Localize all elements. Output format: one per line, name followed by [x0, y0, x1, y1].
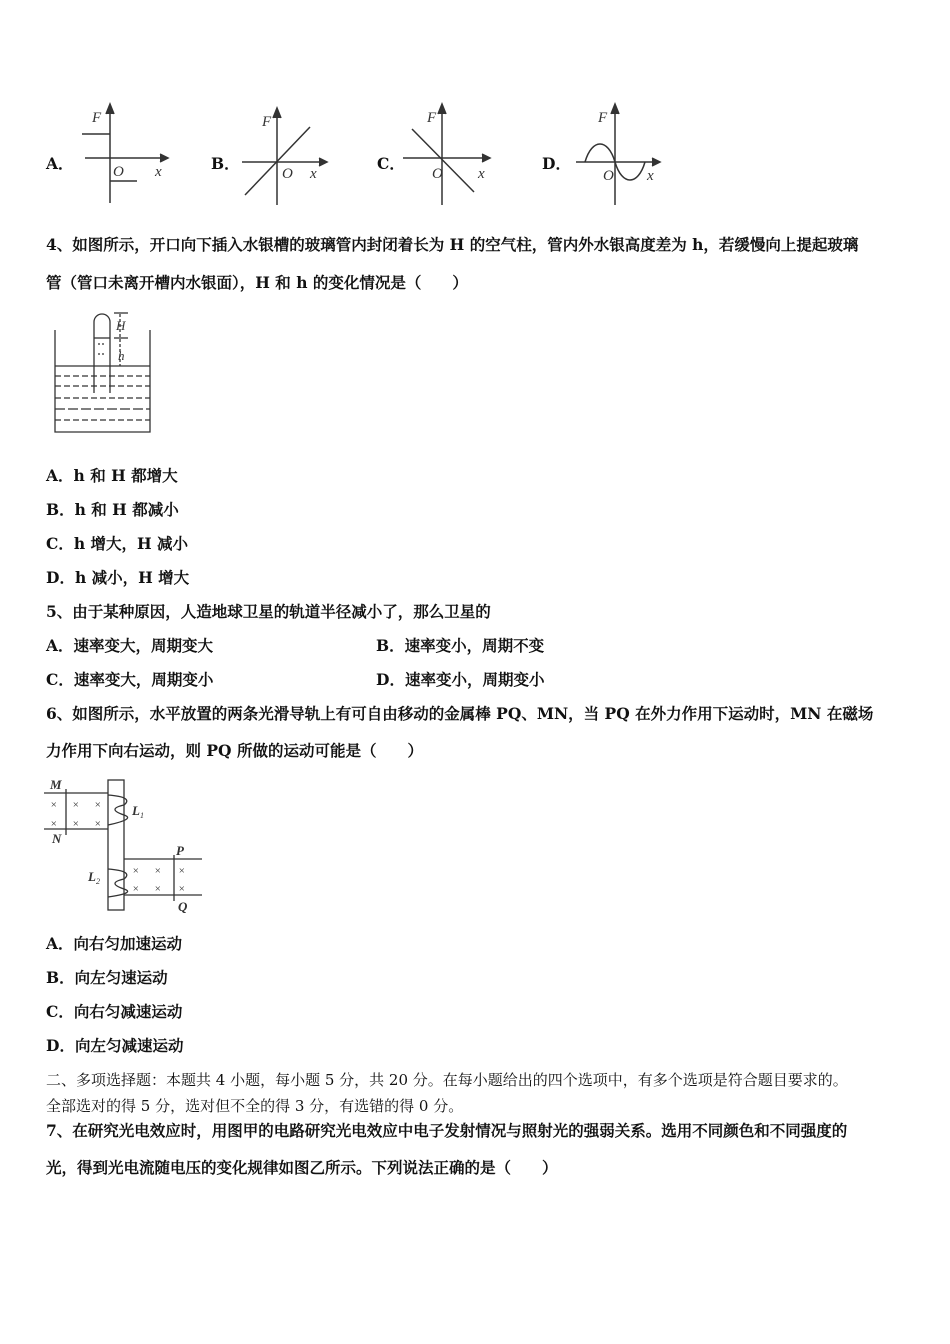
q5-option-b: B．速率变小，周期不变: [376, 636, 545, 655]
label-Q: Q: [178, 899, 188, 914]
label-P: P: [176, 843, 184, 858]
field-cross: ×: [94, 799, 102, 811]
field-cross: ×: [154, 883, 162, 895]
axis-label: F: [92, 110, 102, 126]
q6-option-c: C．向右匀减速运动: [46, 1002, 183, 1021]
field-cross: ×: [132, 883, 140, 895]
graph-b: [202, 100, 332, 205]
field-cross: ×: [178, 883, 186, 895]
field-cross: ×: [50, 818, 58, 830]
graph-d: [570, 100, 670, 205]
rails-coil-diagram: [44, 775, 209, 915]
question-6-stem: 6、如图所示，水平放置的两条光滑导轨上有可自由移动的金属棒 PQ、MN，当 PQ 在外力作用下运动时，MN 在磁场: [46, 704, 874, 723]
question-7-stem-cont: 光，得到光电流随电压的变化规律如图乙所示。下列说法正确的是（ ）: [46, 1158, 558, 1177]
axis-label: x: [647, 168, 654, 184]
label-L2-sub: 2: [96, 877, 100, 886]
label-H: H: [116, 318, 126, 333]
axis-label: x: [155, 164, 162, 180]
question-4-stem-cont: 管（管口未离开槽内水银面），H 和 h 的变化情况是（ ）: [46, 273, 468, 292]
label-M: M: [50, 777, 62, 792]
axis-label: F: [598, 110, 608, 126]
label-N: N: [52, 831, 62, 846]
option-b-label: B．: [211, 154, 240, 173]
q4-option-a: A．h 和 H 都增大: [46, 466, 178, 485]
q6-option-b: B．向左匀速运动: [46, 968, 168, 987]
origin-label: O: [432, 166, 443, 182]
field-cross: ×: [178, 865, 186, 877]
axis-label: x: [478, 166, 485, 182]
question-7-stem: 7、在研究光电效应时，用图甲的电路研究光电效应中电子发射情况与照射光的强弱关系。选用不同颜色和不同强度的: [46, 1121, 848, 1140]
graph-a: [80, 100, 180, 205]
field-cross: ×: [72, 799, 80, 811]
question-6-stem-cont: 力作用下向右运动，则 PQ 所做的运动可能是（ ）: [46, 741, 423, 760]
field-cross: ×: [72, 818, 80, 830]
q6-option-a: A．向右匀加速运动: [46, 934, 183, 953]
q5-option-a: A．速率变大，周期变大: [46, 636, 214, 655]
q4-option-c: C．h 增大，H 减小: [46, 534, 189, 553]
origin-label: O: [113, 164, 124, 180]
label-L1: L: [132, 803, 140, 818]
section-2-instructions: 全部选对的得 5 分，选对但不全的得 3 分，有选错的得 0 分。: [46, 1097, 464, 1115]
section-2-heading: 二、多项选择题：本题共 4 小题，每小题 5 分，共 20 分。在每小题给出的四个选项中，有多个选项是符合题目要求的。: [46, 1071, 848, 1089]
field-cross: ×: [154, 865, 162, 877]
label-L2: L: [88, 869, 96, 884]
field-cross: ×: [132, 865, 140, 877]
option-d-label: D．: [542, 154, 571, 173]
origin-label: O: [603, 168, 614, 184]
question-4-stem: 4、如图所示，开口向下插入水银槽的玻璃管内封闭着长为 H 的空气柱，管内外水银高度差为 h，若缓慢向上提起玻璃: [46, 235, 859, 254]
option-c-label: C．: [377, 154, 405, 173]
q4-option-d: D．h 减小，H 增大: [46, 568, 190, 587]
axis-label: F: [262, 114, 272, 130]
axis-label: x: [310, 166, 317, 182]
field-cross: ×: [50, 799, 58, 811]
axis-label: F: [427, 110, 437, 126]
option-a-label: A．: [46, 154, 74, 173]
label-L1-sub: 1: [140, 811, 144, 820]
q4-option-b: B．h 和 H 都减小: [46, 500, 179, 519]
graph-c: [340, 100, 485, 205]
q6-option-d: D．向左匀减速运动: [46, 1036, 184, 1055]
q5-option-c: C．速率变大，周期变小: [46, 670, 214, 689]
field-cross: ×: [94, 818, 102, 830]
origin-label: O: [282, 166, 293, 182]
mercury-tube-diagram: [54, 310, 154, 435]
q5-option-d: D．速率变小，周期变小: [376, 670, 545, 689]
label-h: h: [118, 348, 125, 363]
question-5-stem: 5、由于某种原因，人造地球卫星的轨道半径减小了，那么卫星的: [46, 602, 491, 621]
